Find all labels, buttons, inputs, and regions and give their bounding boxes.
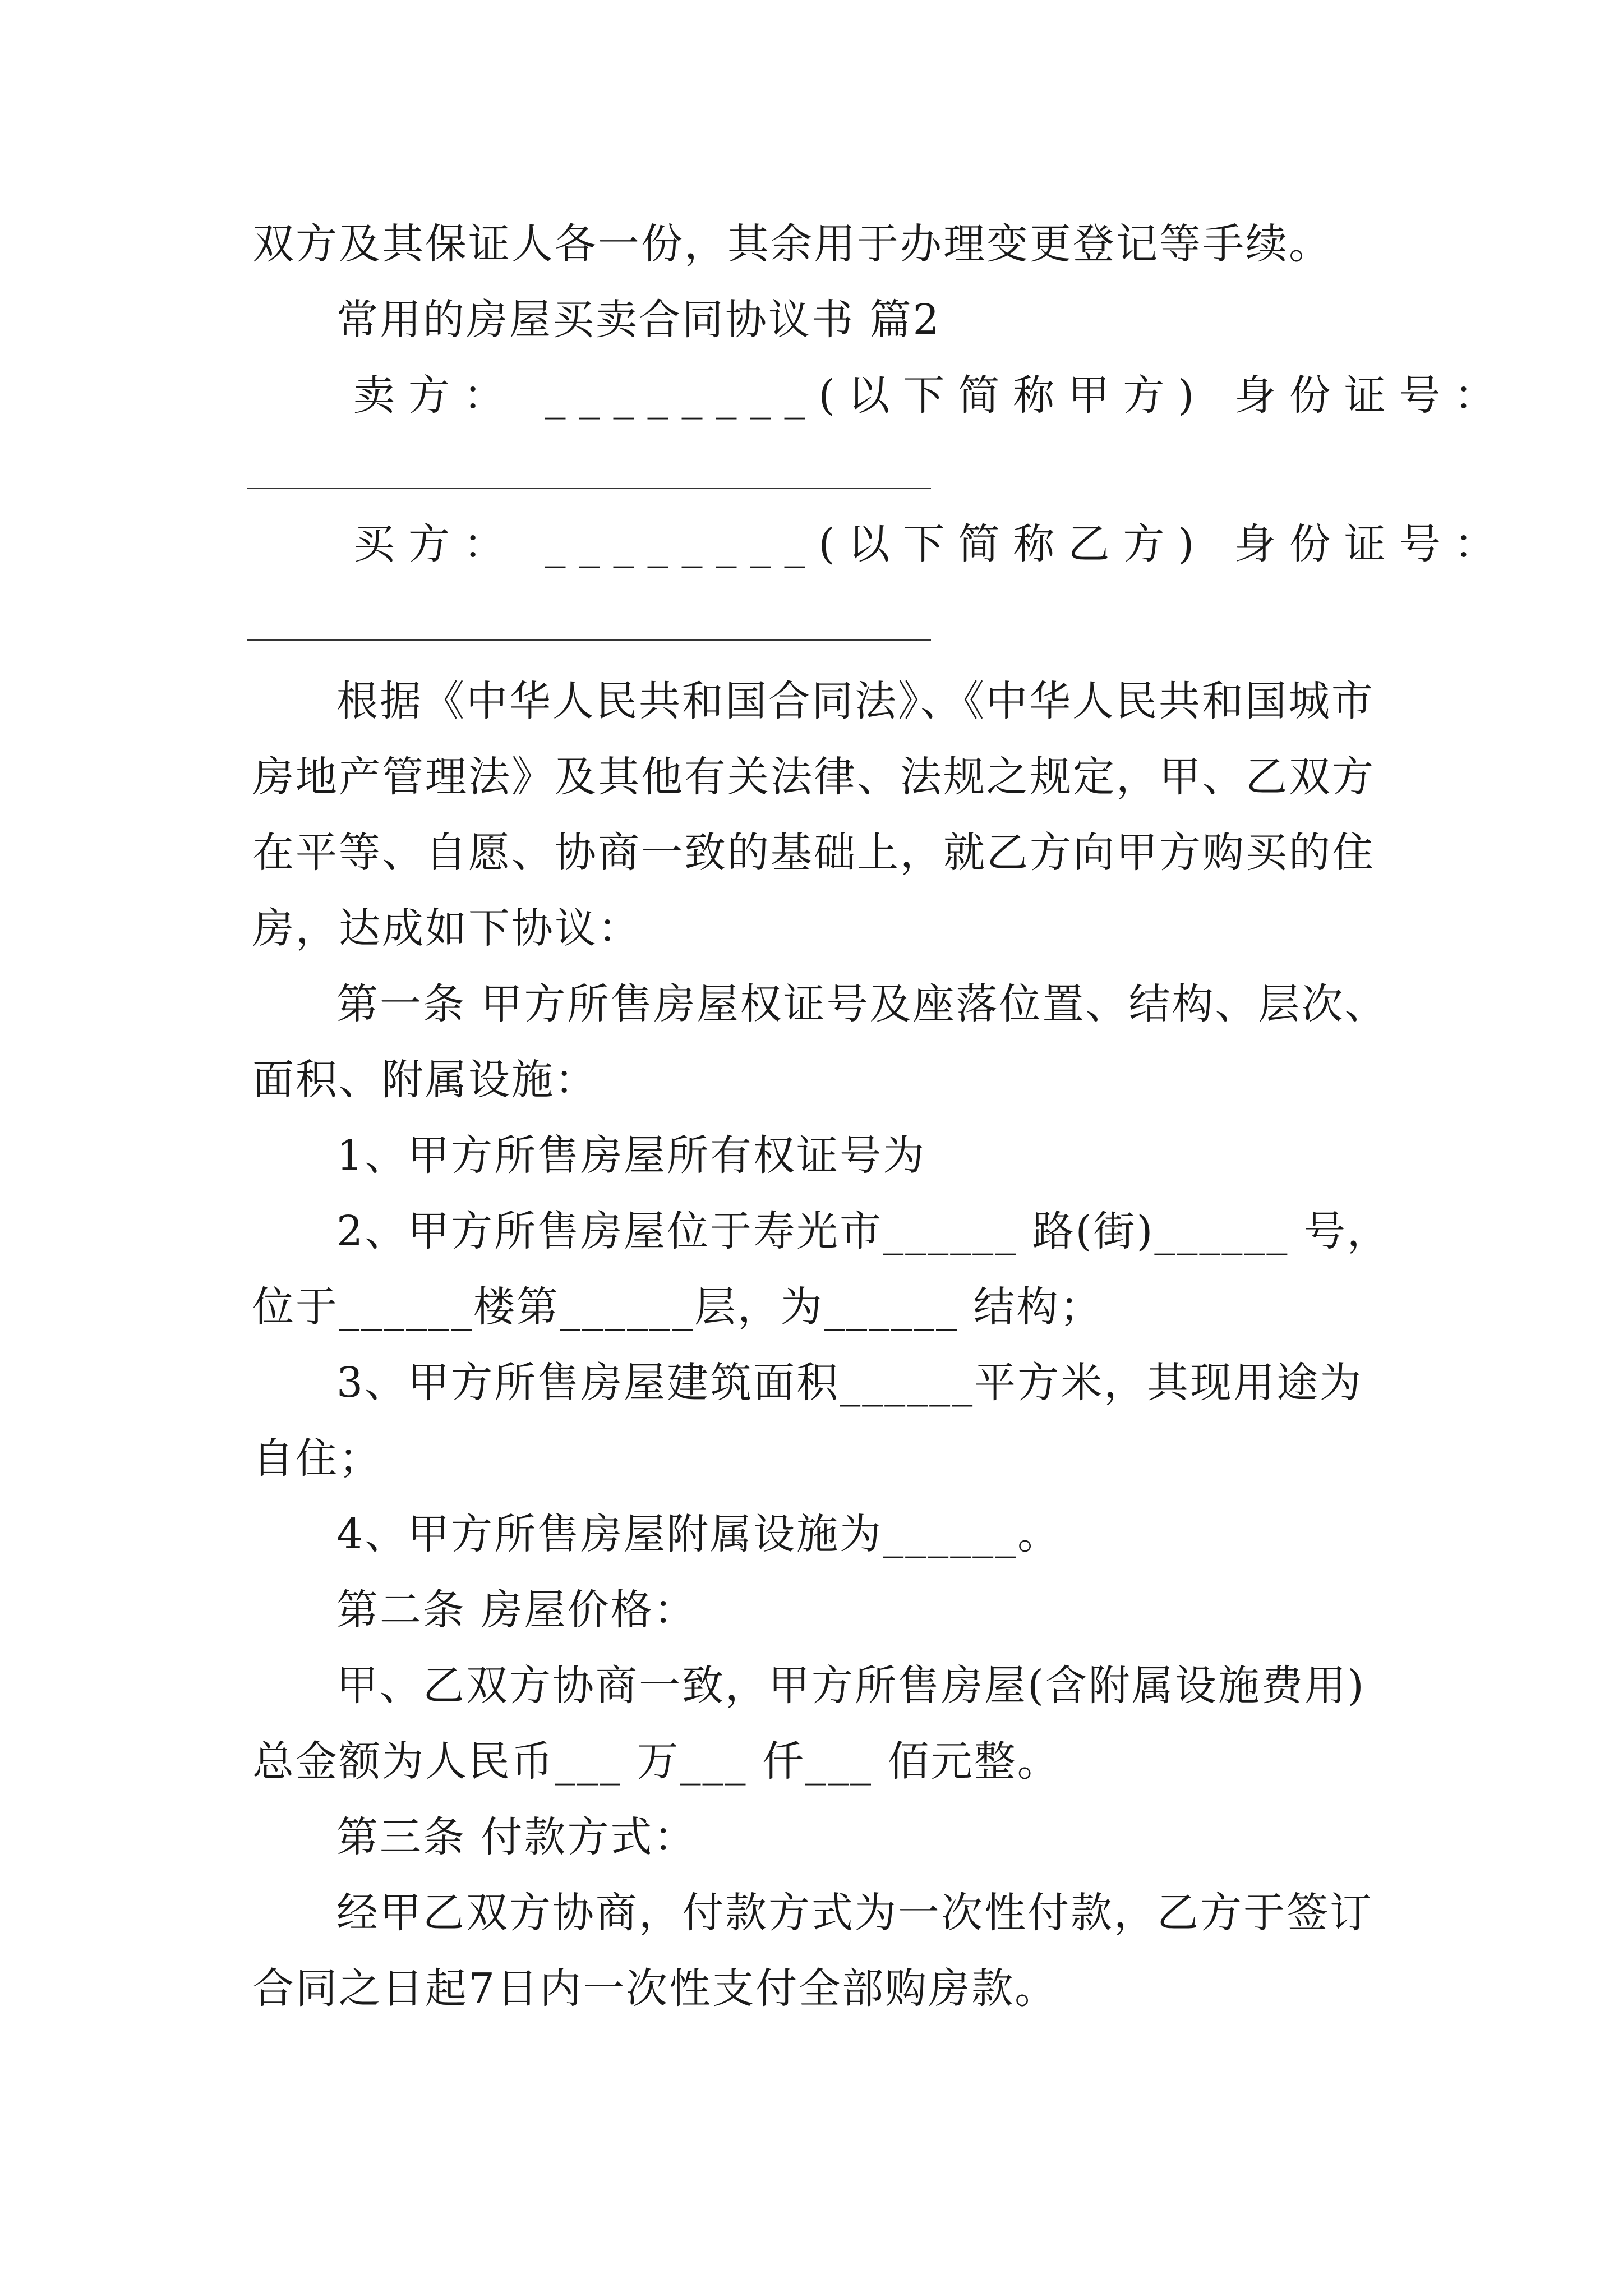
list-item: 4、甲方所售房屋附属设施为______。 [336, 1510, 1061, 1558]
list-item: 3、甲方所售房屋建筑面积______平方米，其现用途为 [336, 1359, 1363, 1407]
text-line: 面积、附属设施： [252, 1056, 598, 1104]
section-title: 常用的房屋买卖合同协议书 篇2 [336, 296, 941, 344]
text-line: 经甲乙双方协商，付款方式为一次性付款，乙方于签订 [336, 1889, 1373, 1937]
article-heading: 第二条 房屋价格： [336, 1586, 697, 1634]
buyer-id-blank [247, 639, 931, 641]
text-line: 房地产管理法》及其他有关法律、法规之规定，甲、乙双方 [252, 753, 1375, 801]
buyer-line: 买方： ________(以下简称乙方) 身份证号： [353, 520, 1509, 568]
text-line: 在平等、自愿、协商一致的基础上，就乙方向甲方购买的住 [252, 829, 1375, 877]
text-line: 位于______楼第______层，为______ 结构； [252, 1283, 1103, 1331]
seller-id-blank [247, 488, 931, 489]
list-item: 1、甲方所售房屋所有权证号为 [336, 1131, 926, 1180]
text-line: 甲、乙双方协商一致，甲方所售房屋(含附属设施费用) [336, 1662, 1366, 1710]
list-item: 2、甲方所售房屋位于寿光市______ 路(街)______ 号， [336, 1207, 1390, 1255]
article-heading: 第一条 甲方所售房屋权证号及座落位置、结构、层次、 [336, 980, 1388, 1028]
text-line: 总金额为人民币___ 万___ 仟___ 佰元整。 [252, 1737, 1061, 1786]
text-line: 自住； [252, 1434, 382, 1483]
article-heading: 第三条 付款方式： [336, 1813, 697, 1861]
text-line: 合同之日起7日内一次性支付全部购房款。 [252, 1964, 1058, 2013]
seller-line: 卖方： ________(以下简称甲方) 身份证号： [353, 371, 1509, 420]
text-line: 双方及其保证人各一份，其余用于办理变更登记等手续。 [252, 220, 1332, 268]
text-line: 根据《中华人民共和国合同法》、《中华人民共和国城市 [336, 677, 1375, 725]
text-line: 房，达成如下协议： [252, 904, 641, 953]
